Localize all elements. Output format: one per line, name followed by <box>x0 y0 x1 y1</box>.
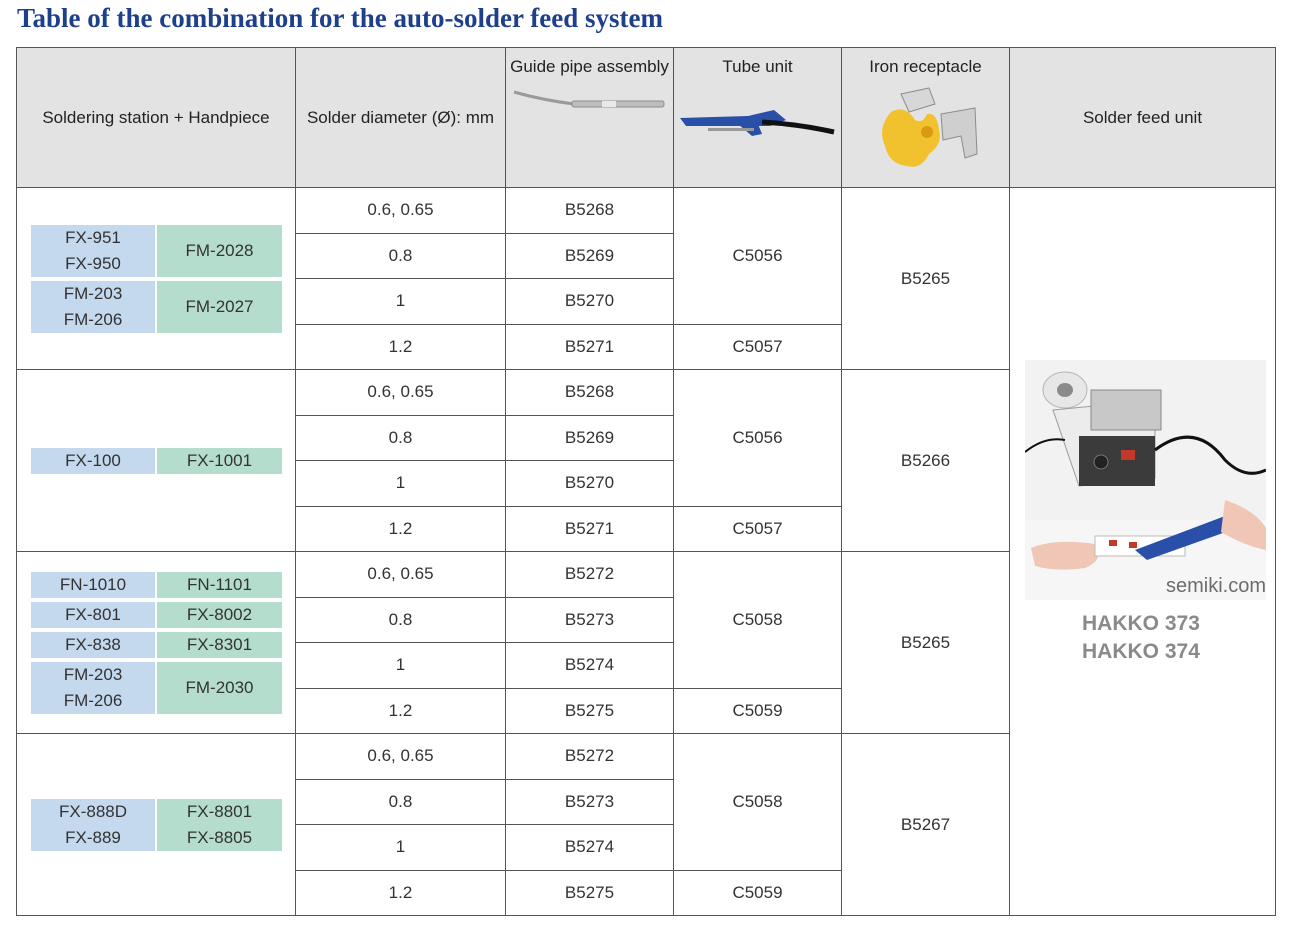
station-model: FX-951 FX-950 <box>31 225 155 277</box>
handpiece-model: FM-2028 <box>157 225 282 277</box>
guide-pipe-cell: B5271 <box>506 506 674 552</box>
iron-receptacle-cell: B5267 <box>842 734 1010 916</box>
station-model: FM-203 FM-206 <box>31 662 155 714</box>
guide-pipe-cell: B5274 <box>506 825 674 871</box>
header-iron-receptacle: Iron receptacle <box>842 48 1010 188</box>
diameter-cell: 0.6, 0.65 <box>296 188 506 234</box>
tube-unit-cell: C5059 <box>674 688 842 734</box>
page-title: Table of the combination for the auto-solder feed system <box>17 3 663 33</box>
guide-pipe-cell: B5271 <box>506 324 674 370</box>
guide-pipe-cell: B5269 <box>506 415 674 461</box>
diameter-cell: 0.8 <box>296 233 506 279</box>
guide-pipe-cell: B5274 <box>506 643 674 689</box>
diameter-cell: 0.8 <box>296 597 506 643</box>
station-pair <box>31 448 282 474</box>
watermark-text: semiki.com <box>1165 575 1266 597</box>
guide-pipe-cell: B5273 <box>506 779 674 825</box>
station-pair <box>31 225 282 277</box>
tube-unit-icon <box>678 84 838 154</box>
guide-pipe-cell: B5268 <box>506 188 674 234</box>
guide-pipe-cell: B5269 <box>506 233 674 279</box>
station-cell <box>17 370 296 552</box>
header-station: Soldering station + Handpiece <box>17 48 296 188</box>
diameter-cell: 1.2 <box>296 506 506 552</box>
diameter-cell: 1.2 <box>296 870 506 916</box>
station-model: FX-888D FX-889 <box>31 799 155 851</box>
guide-pipe-cell: B5270 <box>506 279 674 325</box>
tube-unit-cell: C5057 <box>674 506 842 552</box>
handpiece-model: FX-8301 <box>157 632 282 658</box>
diameter-cell: 1 <box>296 643 506 689</box>
diameter-cell: 1.2 <box>296 688 506 734</box>
station-cell <box>17 188 296 370</box>
tube-unit-cell: C5058 <box>674 552 842 689</box>
handpiece-model: FX-1001 <box>157 448 282 474</box>
station-pair <box>31 799 282 851</box>
guide-pipe-cell: B5270 <box>506 461 674 507</box>
model-name: HAKKO 373 <box>1082 612 1200 635</box>
iron-receptacle-icon <box>871 84 981 180</box>
station-model: FX-801 <box>31 602 155 628</box>
station-pair <box>31 281 282 333</box>
station-pair <box>31 632 282 658</box>
diameter-cell: 0.6, 0.65 <box>296 552 506 598</box>
iron-receptacle-cell: B5265 <box>842 188 1010 370</box>
header-tube-unit: Tube unit <box>674 48 842 188</box>
feed-unit-cell <box>1010 188 1276 916</box>
station-model: FX-838 <box>31 632 155 658</box>
tube-unit-cell: C5058 <box>674 734 842 871</box>
tube-unit-cell: C5056 <box>674 370 842 507</box>
handpiece-model: FM-2030 <box>157 662 282 714</box>
handpiece-model: FM-2027 <box>157 281 282 333</box>
diameter-cell: 1 <box>296 825 506 871</box>
guide-pipe-cell: B5272 <box>506 552 674 598</box>
feed-unit-models <box>1082 610 1200 666</box>
guide-pipe-cell: B5268 <box>506 370 674 416</box>
header-feed-unit: Solder feed unit <box>1010 48 1276 188</box>
model-name: HAKKO 374 <box>1082 640 1200 663</box>
diameter-cell: 1 <box>296 461 506 507</box>
guide-pipe-cell: B5275 <box>506 688 674 734</box>
guide-pipe-cell: B5275 <box>506 870 674 916</box>
header-guide-pipe: Guide pipe assembly <box>506 48 674 188</box>
station-pair <box>31 572 282 598</box>
iron-receptacle-cell: B5265 <box>842 552 1010 734</box>
diameter-cell: 1 <box>296 279 506 325</box>
station-model: FX-100 <box>31 448 155 474</box>
handpiece-model: FX-8801 FX-8805 <box>157 799 282 851</box>
handpiece-model: FN-1101 <box>157 572 282 598</box>
iron-receptacle-cell: B5266 <box>842 370 1010 552</box>
tube-unit-cell: C5057 <box>674 324 842 370</box>
station-pair <box>31 602 282 628</box>
combination-table <box>16 47 1276 916</box>
station-cell <box>17 552 296 734</box>
station-cell <box>17 734 296 916</box>
header-diameter: Solder diameter (Ø): mm <box>296 48 506 188</box>
guide-pipe-cell: B5273 <box>506 597 674 643</box>
diameter-cell: 0.6, 0.65 <box>296 370 506 416</box>
tube-unit-cell: C5056 <box>674 188 842 325</box>
diameter-cell: 0.6, 0.65 <box>296 734 506 780</box>
solder-feed-unit-photo <box>1025 360 1266 600</box>
table-row <box>17 188 1276 234</box>
header-row <box>17 48 1276 188</box>
diameter-cell: 0.8 <box>296 415 506 461</box>
guide-pipe-icon <box>512 84 668 124</box>
diameter-cell: 1.2 <box>296 324 506 370</box>
station-model: FM-203 FM-206 <box>31 281 155 333</box>
guide-pipe-cell: B5272 <box>506 734 674 780</box>
diameter-cell: 0.8 <box>296 779 506 825</box>
station-pair <box>31 662 282 714</box>
station-model: FN-1010 <box>31 572 155 598</box>
tube-unit-cell: C5059 <box>674 870 842 916</box>
handpiece-model: FX-8002 <box>157 602 282 628</box>
